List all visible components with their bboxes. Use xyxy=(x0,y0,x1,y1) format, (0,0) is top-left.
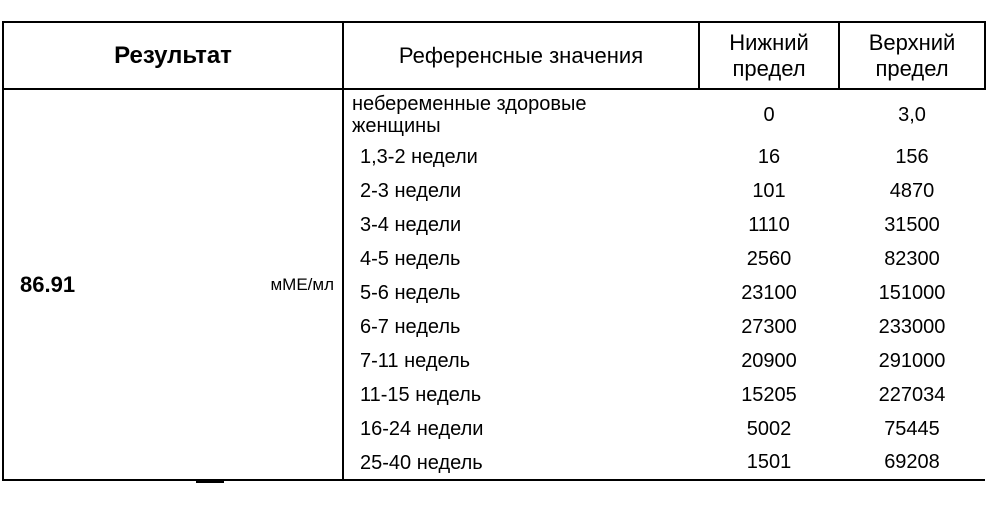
reference-label: 3-4 недели xyxy=(360,214,462,236)
reference-label: 7-11 недель xyxy=(360,350,471,372)
result-cell xyxy=(3,89,343,480)
reference-label: 16-24 недели xyxy=(360,418,484,440)
reference-header: Референсные значения xyxy=(343,22,699,89)
lower-limit-header-line1: Нижний xyxy=(729,29,809,55)
lower-limit: 0 xyxy=(763,103,775,126)
reference-label: 5-6 недель xyxy=(360,282,461,304)
result-header: Результат xyxy=(3,22,343,89)
upper-limit: 291000 xyxy=(878,349,946,372)
lower-limit: 20900 xyxy=(741,349,797,372)
table-row xyxy=(3,89,985,140)
upper-limit: 82300 xyxy=(884,247,940,270)
reference-label: 4-5 недель xyxy=(360,248,461,270)
upper-limit: 151000 xyxy=(878,281,946,304)
upper-limit: 31500 xyxy=(884,213,940,236)
lower-limit: 5002 xyxy=(746,417,792,440)
upper-limit-header-line2: предел xyxy=(875,55,949,81)
upper-limit: 156 xyxy=(895,145,929,168)
upper-limit-header-line1: Верхний xyxy=(868,29,956,55)
upper-limit-header xyxy=(839,22,985,89)
lower-limit-header-line2: предел xyxy=(732,55,806,81)
result-value: 86.91 xyxy=(20,271,76,297)
upper-limit: 69208 xyxy=(839,446,985,480)
reference-label: 11-15 недель xyxy=(360,384,482,406)
reference-table xyxy=(2,21,986,481)
result-unit: мМЕ/мл xyxy=(270,274,334,294)
upper-limit: 3,0 xyxy=(898,103,926,126)
lower-limit: 2560 xyxy=(746,247,792,270)
lower-limit: 16 xyxy=(757,145,781,168)
upper-limit: 227034 xyxy=(878,383,946,406)
lower-limit: 101 xyxy=(752,179,786,202)
reference-label: 25-40 недель xyxy=(343,446,699,480)
upper-limit: 75445 xyxy=(884,417,940,440)
lower-limit: 15205 xyxy=(741,383,797,406)
lower-limit: 27300 xyxy=(741,315,797,338)
lower-limit: 1110 xyxy=(748,213,790,236)
reference-label xyxy=(343,89,699,140)
reference-label-line2: женщины xyxy=(352,115,441,137)
upper-limit: 4870 xyxy=(889,179,935,202)
lower-limit: 23100 xyxy=(741,281,797,304)
lower-limit: 1501 xyxy=(699,446,839,480)
reference-label: 6-7 недель xyxy=(360,316,461,338)
table-header-row xyxy=(3,22,985,89)
reference-label: 1,3-2 недели xyxy=(360,146,478,168)
lower-limit-header xyxy=(699,22,839,89)
reference-label: 2-3 недели xyxy=(360,180,462,202)
reference-label-line1: небеременные здоровые xyxy=(352,93,587,115)
decorative-divider xyxy=(196,480,224,483)
upper-limit: 233000 xyxy=(878,315,946,338)
